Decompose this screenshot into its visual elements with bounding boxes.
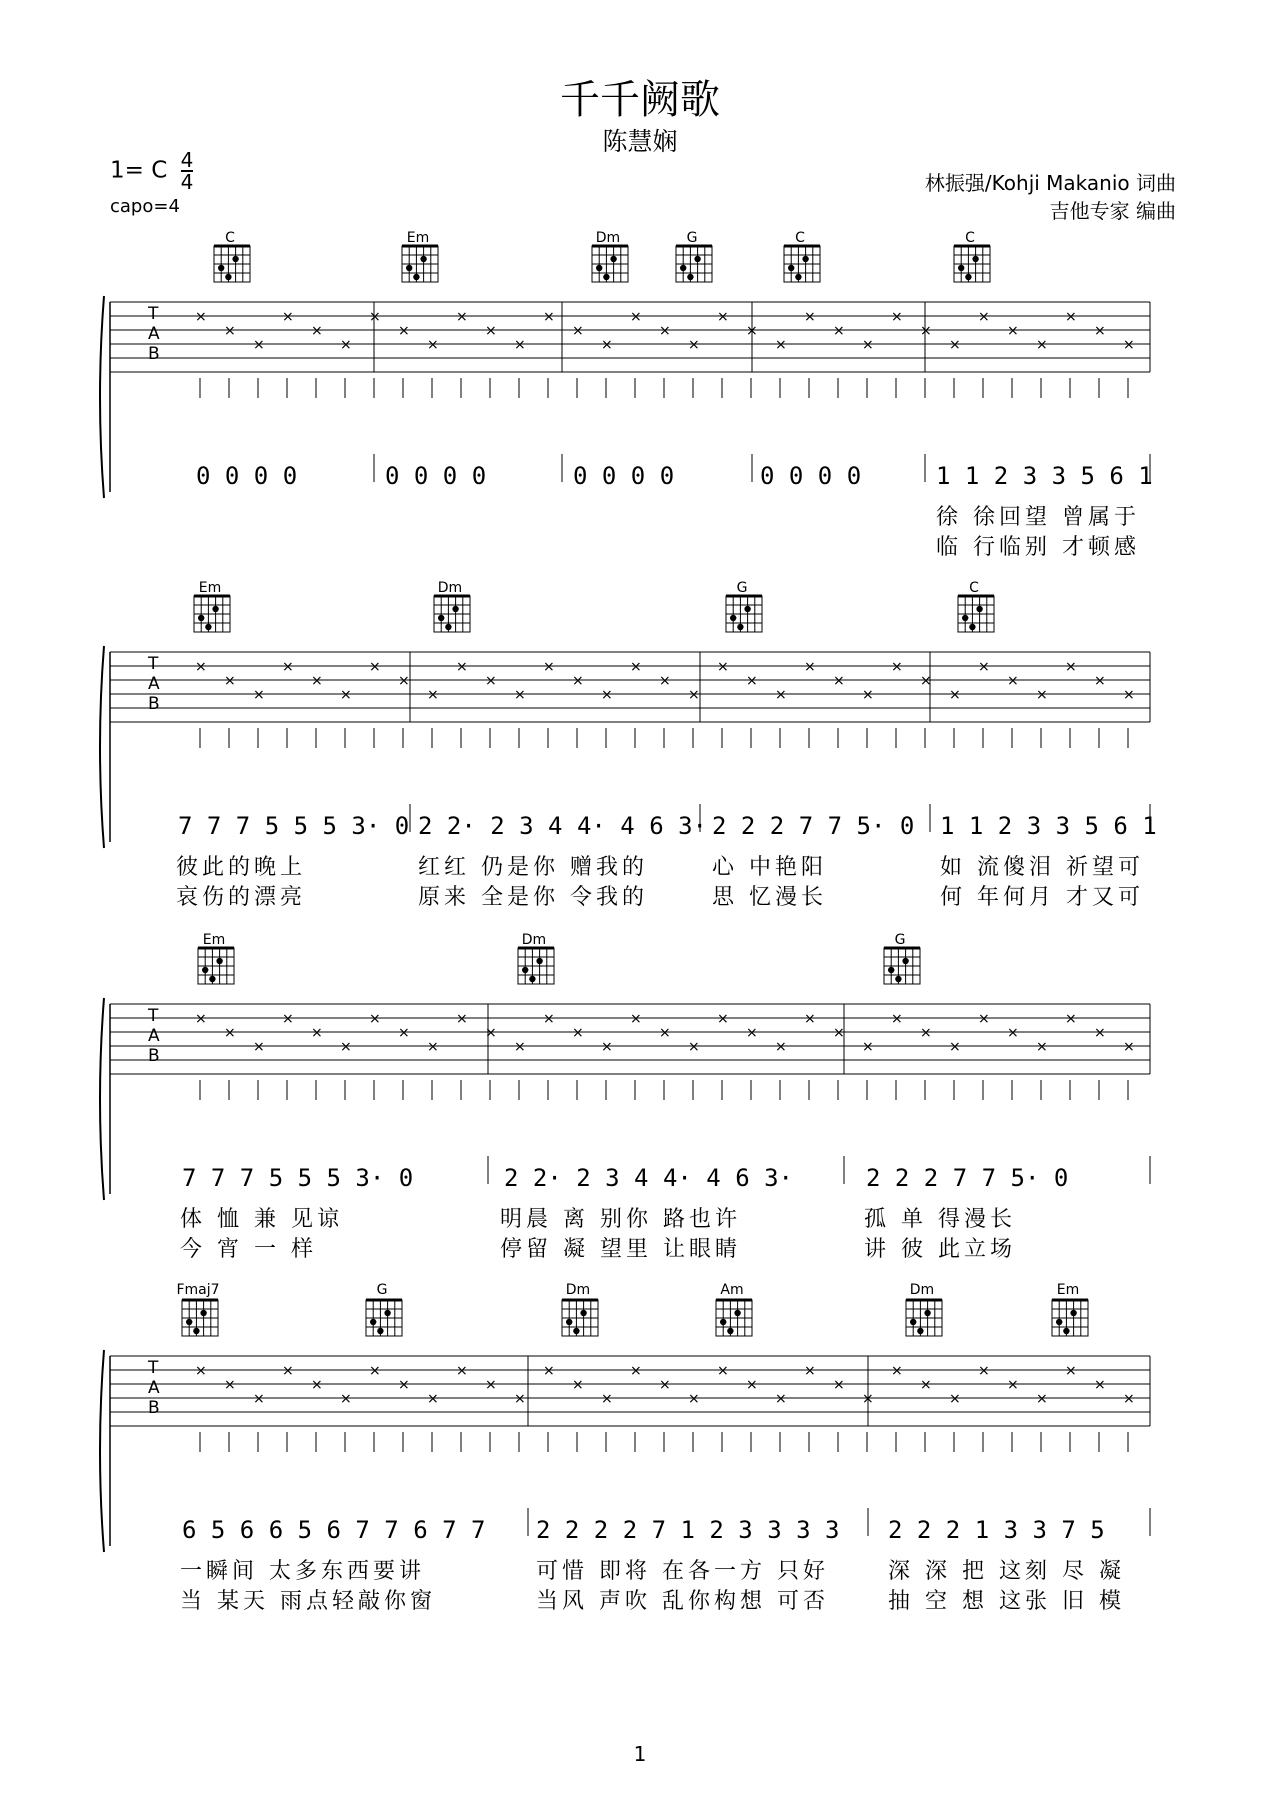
lyric-line: 哀伤的漂亮 xyxy=(176,885,307,910)
system-bracket xyxy=(100,296,104,498)
chord-finger-dot xyxy=(580,1310,586,1316)
chord-finger-dot xyxy=(795,274,801,280)
chord-finger-dot xyxy=(216,958,222,964)
strum-mark: × xyxy=(253,687,265,703)
strum-mark: × xyxy=(195,1011,207,1027)
lyric-line: 抽 空 想 这张 旧 模 xyxy=(888,1589,1125,1614)
strum-mark: × xyxy=(746,323,758,339)
strum-mark: × xyxy=(543,309,555,325)
strum-mark: × xyxy=(659,323,671,339)
chord-finger-dot xyxy=(445,624,451,630)
tab-clef xyxy=(148,1006,160,1066)
credit-lyrics: 林振强/Kohji Makanio 词曲 xyxy=(924,171,1176,195)
strum-mark: × xyxy=(282,1363,294,1379)
strum-mark: × xyxy=(514,1391,526,1407)
song-title: 千千阙歌 xyxy=(560,77,720,123)
lyric-line: 彼此的晚上 xyxy=(176,855,307,880)
strum-mark: × xyxy=(978,659,990,675)
strum-mark: × xyxy=(369,1363,381,1379)
strum-mark: × xyxy=(833,1025,845,1041)
strum-mark: × xyxy=(543,659,555,675)
strum-mark: × xyxy=(1123,687,1135,703)
chord-finger-dot xyxy=(895,976,901,982)
strum-mark: × xyxy=(485,1025,497,1041)
chord-finger-dot xyxy=(972,256,978,262)
notation-measure: 2 2· 2 3 4 4· 4 6 3· xyxy=(504,1164,793,1192)
chord-finger-dot xyxy=(965,274,971,280)
strum-mark: × xyxy=(572,1377,584,1393)
strum-mark: × xyxy=(340,687,352,703)
strum-mark: × xyxy=(427,687,439,703)
strum-mark: × xyxy=(891,659,903,675)
strum-mark: × xyxy=(891,309,903,325)
strum-mark: × xyxy=(1094,1025,1106,1041)
strum-mark: × xyxy=(485,1377,497,1393)
strum-mark: × xyxy=(920,1025,932,1041)
tab-letter: B xyxy=(148,344,160,364)
strum-mark: × xyxy=(688,1391,700,1407)
notation-measure: 0 0 0 0 xyxy=(573,462,675,490)
credit-arrange: 吉他专家 编曲 xyxy=(1049,199,1176,223)
strum-mark: × xyxy=(949,1039,961,1055)
strum-mark: × xyxy=(949,1391,961,1407)
strum-mark: × xyxy=(543,1011,555,1027)
chord-finger-dot xyxy=(924,1310,930,1316)
strum-mark: × xyxy=(369,1011,381,1027)
notation-measure: 0 0 0 0 xyxy=(385,462,487,490)
chord-finger-dot xyxy=(536,958,542,964)
strum-mark: × xyxy=(804,659,816,675)
lyric-line: 原来 全是你 令我的 xyxy=(418,885,648,910)
strum-mark: × xyxy=(514,1039,526,1055)
strum-mark: × xyxy=(688,687,700,703)
strum-mark: × xyxy=(282,1011,294,1027)
chord-name: Am xyxy=(720,1282,744,1298)
strum-mark: × xyxy=(195,309,207,325)
chord-finger-dot xyxy=(976,606,982,612)
strum-mark: × xyxy=(891,1011,903,1027)
chord-finger-dot xyxy=(200,1310,206,1316)
tab-clef xyxy=(148,1358,160,1418)
strum-mark: × xyxy=(340,337,352,353)
chord-finger-dot xyxy=(406,265,412,271)
lyric-line: 如 流傻泪 祈望可 xyxy=(940,855,1144,880)
chord-name: G xyxy=(686,230,698,246)
notation-measure: 2 2 2 1 3 3 7 5 xyxy=(888,1516,1105,1544)
notation-measure: 2 2 2 7 7 5· 0 xyxy=(712,812,915,840)
chord-finger-dot xyxy=(969,624,975,630)
strum-mark: × xyxy=(398,1377,410,1393)
strum-mark: × xyxy=(746,673,758,689)
tab-letter: A xyxy=(148,324,160,344)
strum-mark: × xyxy=(1007,1025,1019,1041)
notation-measure: 0 0 0 0 xyxy=(760,462,862,490)
chord-name: G xyxy=(736,580,748,596)
chord-name: Dm xyxy=(521,932,547,948)
chord-finger-dot xyxy=(1070,1310,1076,1316)
strum-mark: × xyxy=(775,687,787,703)
strum-mark: × xyxy=(833,323,845,339)
strum-mark: × xyxy=(1123,1039,1135,1055)
strum-mark: × xyxy=(456,309,468,325)
strum-mark: × xyxy=(253,337,265,353)
strum-mark: × xyxy=(891,1363,903,1379)
strum-mark: × xyxy=(717,1011,729,1027)
lyric-line: 临 行临别 才顿感 xyxy=(936,535,1140,560)
lyric-line: 今 宵 一 样 xyxy=(180,1237,317,1262)
tab-letter: B xyxy=(148,1398,160,1418)
notation-measure: 2 2 2 7 7 5· 0 xyxy=(866,1164,1069,1192)
strum-mark: × xyxy=(775,1039,787,1055)
lyric-line: 体 恤 兼 见谅 xyxy=(180,1207,343,1232)
chord-finger-dot xyxy=(218,265,224,271)
strum-mark: × xyxy=(514,337,526,353)
strum-mark: × xyxy=(1123,337,1135,353)
key-label: 1= C xyxy=(110,157,168,184)
chord-name: Em xyxy=(202,932,226,948)
chord-finger-dot xyxy=(566,1319,572,1325)
strum-mark: × xyxy=(833,1377,845,1393)
tab-letter: T xyxy=(148,654,159,674)
notation-measure: 1 1 2 3 3 5 6 1 xyxy=(936,462,1153,490)
system-bracket xyxy=(100,1350,104,1552)
strum-mark: × xyxy=(195,1363,207,1379)
chord-finger-dot xyxy=(377,1328,383,1334)
strum-mark: × xyxy=(572,673,584,689)
chord-name: Dm xyxy=(565,1282,591,1298)
chord-finger-dot xyxy=(962,615,968,621)
page-number: 1 xyxy=(633,1742,647,1766)
strum-mark: × xyxy=(601,1391,613,1407)
chord-finger-dot xyxy=(687,274,693,280)
chord-finger-dot xyxy=(888,967,894,973)
strum-mark: × xyxy=(485,673,497,689)
strum-mark: × xyxy=(1065,1363,1077,1379)
chord-finger-dot xyxy=(720,1319,726,1325)
chord-finger-dot xyxy=(730,615,736,621)
lyric-line: 何 年何月 才又可 xyxy=(940,885,1144,910)
notation-measure: 0 0 0 0 xyxy=(196,462,298,490)
strum-mark: × xyxy=(282,659,294,675)
strum-mark: × xyxy=(920,323,932,339)
chord-name: Dm xyxy=(595,230,621,246)
strum-mark: × xyxy=(398,323,410,339)
lyric-line: 明晨 离 别你 路也许 xyxy=(500,1207,741,1232)
chord-finger-dot xyxy=(452,606,458,612)
chord-finger-dot xyxy=(727,1328,733,1334)
strum-mark: × xyxy=(311,673,323,689)
notation-measure: 2 2· 2 3 4 4· 4 6 3· xyxy=(418,812,707,840)
chord-finger-dot xyxy=(225,274,231,280)
strum-mark: × xyxy=(311,323,323,339)
strum-mark: × xyxy=(1007,1377,1019,1393)
strum-mark: × xyxy=(543,1363,555,1379)
notation-measure: 1 1 2 3 3 5 6 1 xyxy=(940,812,1157,840)
strum-mark: × xyxy=(311,1025,323,1041)
strum-mark: × xyxy=(514,687,526,703)
chord-finger-dot xyxy=(186,1319,192,1325)
strum-mark: × xyxy=(746,1025,758,1041)
chord-finger-dot xyxy=(198,615,204,621)
strum-mark: × xyxy=(369,659,381,675)
strum-mark: × xyxy=(224,323,236,339)
chord-name: Dm xyxy=(909,1282,935,1298)
strum-mark: × xyxy=(804,1011,816,1027)
lyric-line: 可惜 即将 在各一方 只好 xyxy=(536,1559,829,1584)
strum-mark: × xyxy=(1123,1391,1135,1407)
strum-mark: × xyxy=(1094,323,1106,339)
strum-mark: × xyxy=(311,1377,323,1393)
strum-mark: × xyxy=(746,1377,758,1393)
chord-finger-dot xyxy=(209,976,215,982)
capo-label: capo=4 xyxy=(110,196,180,217)
strum-mark: × xyxy=(340,1039,352,1055)
chord-finger-dot xyxy=(958,265,964,271)
lyric-line: 当风 声吹 乱你构想 可否 xyxy=(536,1589,829,1614)
strum-mark: × xyxy=(978,1363,990,1379)
strum-mark: × xyxy=(949,337,961,353)
strum-mark: × xyxy=(717,309,729,325)
strum-mark: × xyxy=(456,1363,468,1379)
strum-mark: × xyxy=(1036,1391,1048,1407)
chord-name: G xyxy=(894,932,906,948)
strum-mark: × xyxy=(1036,687,1048,703)
strum-mark: × xyxy=(978,309,990,325)
strum-mark: × xyxy=(485,323,497,339)
strum-mark: × xyxy=(804,309,816,325)
strum-mark: × xyxy=(630,309,642,325)
strum-mark: × xyxy=(717,659,729,675)
strum-mark: × xyxy=(862,337,874,353)
singer-name: 陈慧娴 xyxy=(602,127,678,156)
chord-finger-dot xyxy=(802,256,808,262)
strum-mark: × xyxy=(456,659,468,675)
tab-letter: B xyxy=(148,1046,160,1066)
strum-mark: × xyxy=(253,1039,265,1055)
tab-letter: A xyxy=(148,674,160,694)
strum-mark: × xyxy=(572,1025,584,1041)
strum-mark: × xyxy=(195,659,207,675)
tab-letter: B xyxy=(148,694,160,714)
strum-mark: × xyxy=(630,659,642,675)
notation-measure: 7 7 7 5 5 5 3· 0 xyxy=(182,1164,414,1192)
system-bracket xyxy=(100,998,104,1200)
strum-mark: × xyxy=(1065,659,1077,675)
lyric-line: 停留 凝 望里 让眼睛 xyxy=(500,1237,741,1262)
chord-name: Dm xyxy=(437,580,463,596)
chord-name: G xyxy=(376,1282,388,1298)
chord-finger-dot xyxy=(1056,1319,1062,1325)
chord-finger-dot xyxy=(202,967,208,973)
chord-finger-dot xyxy=(603,274,609,280)
chord-finger-dot xyxy=(734,1310,740,1316)
strum-mark: × xyxy=(630,1363,642,1379)
strum-mark: × xyxy=(282,309,294,325)
strum-mark: × xyxy=(775,337,787,353)
tab-letter: A xyxy=(148,1378,160,1398)
strum-mark: × xyxy=(601,337,613,353)
tab-letter: T xyxy=(148,1358,159,1378)
tab-letter: T xyxy=(148,304,159,324)
strum-mark: × xyxy=(1065,309,1077,325)
strum-mark: × xyxy=(224,673,236,689)
time-bottom: 4 xyxy=(180,170,194,194)
strum-mark: × xyxy=(369,309,381,325)
chord-finger-dot xyxy=(917,1328,923,1334)
strum-mark: × xyxy=(775,1391,787,1407)
strum-mark: × xyxy=(1094,1377,1106,1393)
chord-finger-dot xyxy=(902,958,908,964)
time-top: 4 xyxy=(180,148,194,172)
chord-name: C xyxy=(795,230,805,246)
strum-mark: × xyxy=(862,687,874,703)
strum-mark: × xyxy=(427,337,439,353)
strum-mark: × xyxy=(659,1025,671,1041)
chord-finger-dot xyxy=(420,256,426,262)
strum-mark: × xyxy=(630,1011,642,1027)
chord-finger-dot xyxy=(596,265,602,271)
strum-mark: × xyxy=(340,1391,352,1407)
chord-finger-dot xyxy=(212,606,218,612)
lyric-line: 红红 仍是你 赠我的 xyxy=(418,855,648,880)
strum-mark: × xyxy=(949,687,961,703)
notation-measure: 6 5 6 6 5 6 7 7 6 7 7 xyxy=(182,1516,486,1544)
lyric-line: 深 深 把 这刻 尽 凝 xyxy=(888,1559,1125,1584)
chord-name: C xyxy=(969,580,979,596)
lyric-line: 当 某天 雨点轻敲你窗 xyxy=(180,1589,436,1614)
strum-mark: × xyxy=(688,1039,700,1055)
strum-mark: × xyxy=(862,1039,874,1055)
chord-finger-dot xyxy=(910,1319,916,1325)
strum-mark: × xyxy=(398,1025,410,1041)
chord-finger-dot xyxy=(573,1328,579,1334)
strum-mark: × xyxy=(659,1377,671,1393)
chord-finger-dot xyxy=(438,615,444,621)
strum-mark: × xyxy=(862,1391,874,1407)
strum-mark: × xyxy=(1007,673,1019,689)
strum-mark: × xyxy=(833,673,845,689)
strum-mark: × xyxy=(804,1363,816,1379)
strum-mark: × xyxy=(253,1391,265,1407)
strum-mark: × xyxy=(1007,323,1019,339)
strum-mark: × xyxy=(1036,1039,1048,1055)
system-bracket xyxy=(100,646,104,848)
tab-letter: T xyxy=(148,1006,159,1026)
chord-finger-dot xyxy=(610,256,616,262)
chord-name: Fmaj7 xyxy=(176,1282,220,1298)
notation-measure: 7 7 7 5 5 5 3· 0 xyxy=(178,812,410,840)
strum-mark: × xyxy=(601,687,613,703)
lyric-line: 徐 徐回望 曾属于 xyxy=(936,505,1140,530)
strum-mark: × xyxy=(427,1039,439,1055)
strum-mark: × xyxy=(920,673,932,689)
chord-name: Em xyxy=(1056,1282,1080,1298)
strum-mark: × xyxy=(717,1363,729,1379)
lyric-line: 讲 彼 此立场 xyxy=(864,1237,1016,1262)
lyric-line: 孤 单 得漫长 xyxy=(864,1207,1016,1232)
chord-name: Em xyxy=(406,230,430,246)
chord-name: C xyxy=(965,230,975,246)
chord-finger-dot xyxy=(384,1310,390,1316)
tab-clef xyxy=(148,304,160,364)
chord-finger-dot xyxy=(788,265,794,271)
strum-mark: × xyxy=(601,1039,613,1055)
strum-mark: × xyxy=(659,673,671,689)
chord-finger-dot xyxy=(694,256,700,262)
chord-finger-dot xyxy=(680,265,686,271)
notation-measure: 2 2 2 2 7 1 2 3 3 3 3 xyxy=(536,1516,840,1544)
chord-finger-dot xyxy=(413,274,419,280)
chord-name: C xyxy=(225,230,235,246)
lyric-line: 心 中艳阳 xyxy=(712,855,827,880)
lyric-line: 一瞬间 太多东西要讲 xyxy=(180,1559,425,1584)
strum-mark: × xyxy=(1094,673,1106,689)
chord-finger-dot xyxy=(193,1328,199,1334)
chord-finger-dot xyxy=(529,976,535,982)
chord-name: Em xyxy=(198,580,222,596)
strum-mark: × xyxy=(920,1377,932,1393)
strum-mark: × xyxy=(1036,337,1048,353)
strum-mark: × xyxy=(398,673,410,689)
chord-finger-dot xyxy=(744,606,750,612)
strum-mark: × xyxy=(572,323,584,339)
strum-mark: × xyxy=(224,1377,236,1393)
chord-finger-dot xyxy=(205,624,211,630)
tab-letter: A xyxy=(148,1026,160,1046)
chord-finger-dot xyxy=(522,967,528,973)
strum-mark: × xyxy=(1065,1011,1077,1027)
lyric-line: 思 忆漫长 xyxy=(712,885,827,910)
chord-finger-dot xyxy=(370,1319,376,1325)
tab-clef xyxy=(148,654,160,714)
strum-mark: × xyxy=(688,337,700,353)
strum-mark: × xyxy=(978,1011,990,1027)
chord-finger-dot xyxy=(1063,1328,1069,1334)
chord-finger-dot xyxy=(737,624,743,630)
strum-mark: × xyxy=(224,1025,236,1041)
strum-mark: × xyxy=(427,1391,439,1407)
chord-finger-dot xyxy=(232,256,238,262)
strum-mark: × xyxy=(456,1011,468,1027)
